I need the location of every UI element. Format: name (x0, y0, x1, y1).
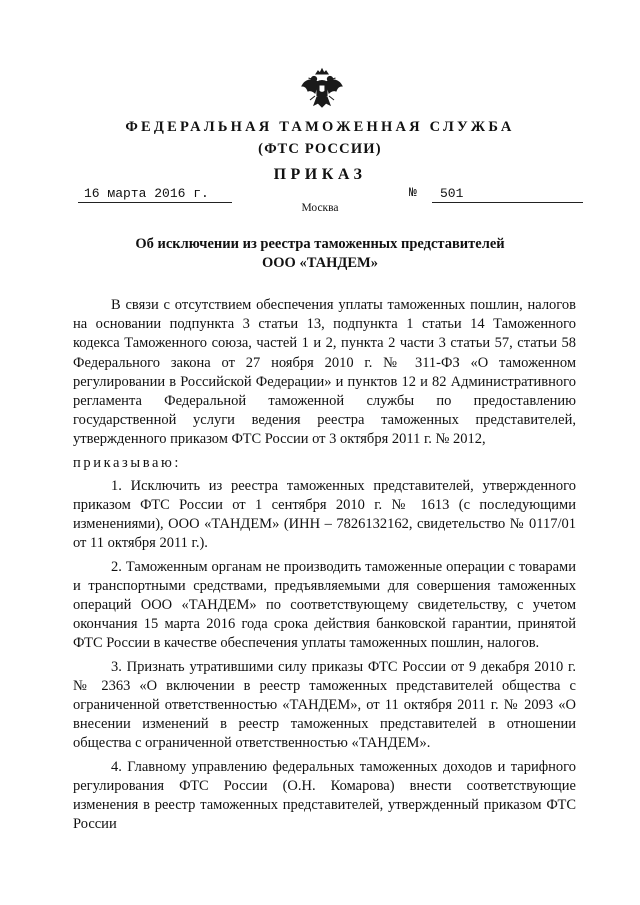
document-title-line-2: ООО «ТАНДЕМ» (262, 255, 378, 271)
order-item-1: 1. Исключить из реестра таможенных представителей, утвержденного приказом ФТС России от 1 сентября 2010 г. № 1613 (с последующими изменениями), ООО «ТАНДЕМ» (ИНН – 7826132162, свидетельство № 0117/01 от 11 октября 2011 г.). (73, 477, 576, 552)
order-item-3: 3. Признать утратившими силу приказы ФТС России от 9 декабря 2010 г. № 2363 «О включении в реестр таможенных представителей общества с ограниченной ответственностью «ТАНДЕМ», от 11 октября 2011 г. № 2093 «О внесении изменений в реестр таможенных представителей в отношении общества с ограниченной ответственностью «ТАНДЕМ». (73, 658, 576, 752)
order-date: 16 марта 2016 г. (78, 186, 232, 203)
order-item-4: 4. Главному управлению федеральных таможенных доходов и тарифного регулирования ФТС России (О.Н. Комарова) внести соответствующие изменения в реестр таможенных представителей, утвержденный приказом ФТС России (73, 758, 576, 833)
coat-of-arms-icon (299, 66, 345, 112)
document-body (73, 296, 576, 838)
document-title-line-1: Об исключении из реестра таможенных представителей (135, 236, 505, 252)
agency-short-name: (ФТС РОССИИ) (258, 141, 382, 157)
order-item-2: 2. Таможенным органам не производить таможенные операции с товарами и транспортными средствами, предъявляемыми для совершения таможенных операций ООО «ТАНДЕМ» по соответствующему свидетельству, с учетом окончания 15 марта 2016 года срока действия банковской гарантии, принятой ФТС России в качестве обеспечения уплаты таможенных пошлин, налогов. (73, 558, 576, 652)
document-type: ПРИКАЗ (273, 166, 367, 183)
order-word: приказываю: (73, 454, 182, 471)
order-number-label: № (409, 185, 417, 200)
order-number: 501 (432, 186, 583, 203)
preamble-paragraph: В связи с отсутствием обеспечения уплаты таможенных пошлин, налогов на основании подпункта 3 статьи 13, подпункта 1 статьи 14 Таможенного кодекса Таможенного союза, частей 1 и 2, пункта 2 части 3 статьи 57, статьи 58 Федерального закона от 27 ноября 2010 г. № 311-ФЗ «О таможенном регулировании в Российской Федерации» и пунктов 12 и 82 Административного регламента Федеральной таможенной службы по предоставлению государственной услуги ведения реестра таможенных представителей, утвержденного приказом ФТС России от 3 октября 2011 г. № 2012, (73, 297, 576, 448)
city: Москва (301, 202, 339, 214)
agency-name: ФЕДЕРАЛЬНАЯ ТАМОЖЕННАЯ СЛУЖБА (125, 119, 515, 135)
